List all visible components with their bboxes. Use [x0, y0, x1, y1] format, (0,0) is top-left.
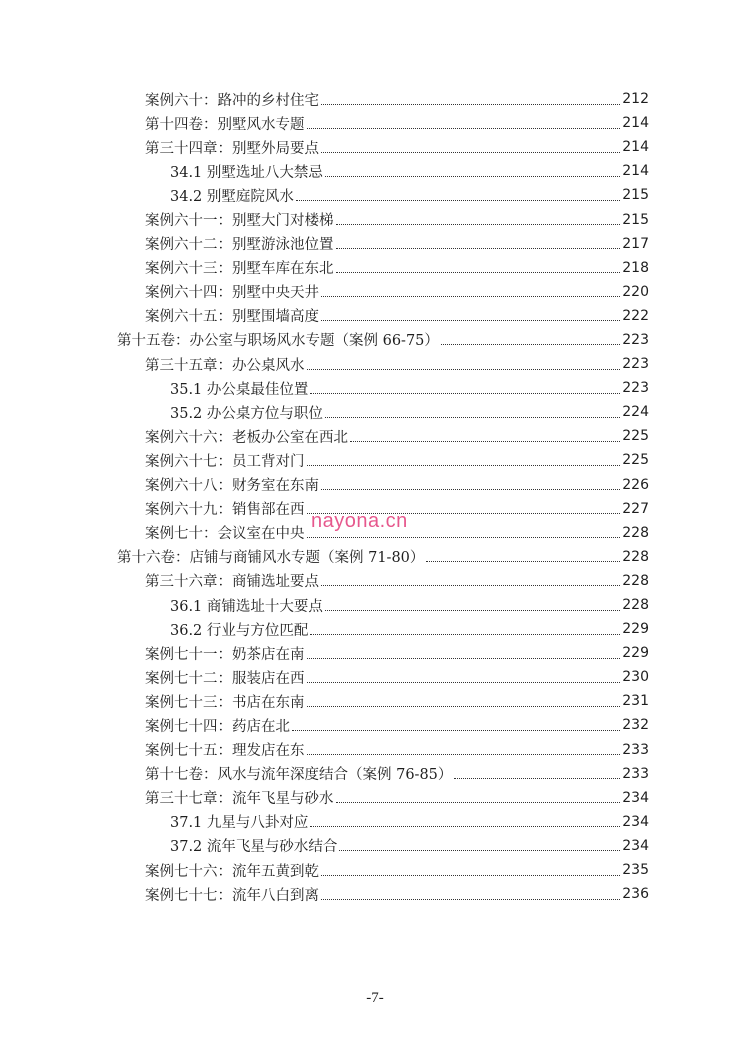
toc-entry-title: 36.2 行业与方位匹配 [170, 622, 309, 639]
toc-entry[interactable] [0, 448, 750, 472]
toc-entry-title: 37.1 九星与八卦对应 [170, 815, 309, 832]
toc-entry-page: 215 [622, 211, 649, 228]
dot-leader [292, 730, 620, 731]
dot-leader [441, 344, 620, 345]
toc-entry[interactable] [0, 593, 750, 617]
toc-entry-page: 234 [622, 813, 649, 830]
toc-entry[interactable] [0, 617, 750, 641]
toc-entry-page: 223 [622, 331, 649, 348]
dot-leader [307, 128, 621, 129]
toc-entry-page: 233 [622, 765, 649, 782]
toc-entry-title: 35.1 办公桌最佳位置 [170, 381, 309, 398]
toc-entry-page: 229 [622, 645, 649, 662]
toc-entry-page: 226 [622, 476, 649, 493]
toc-entry-page: 234 [622, 789, 649, 806]
dot-leader [336, 224, 621, 225]
toc-entry[interactable] [0, 665, 750, 689]
toc-entry-title: 案例七十六：流年五黄到乾 [145, 863, 319, 880]
toc-entry[interactable] [0, 882, 750, 906]
toc-entry-title: 案例七十三：书店在东南 [145, 694, 305, 711]
toc-entry-page: 234 [622, 837, 649, 854]
toc-entry-page: 214 [622, 115, 649, 132]
dot-leader [307, 465, 621, 466]
toc-entry[interactable] [0, 328, 750, 352]
toc-entry-title: 案例六十八：财务室在东南 [145, 478, 319, 495]
toc-entry-title: 第十六卷：店铺与商铺风水专题（案例 71-80） [117, 550, 425, 567]
toc-entry[interactable] [0, 834, 750, 858]
toc-entry[interactable] [0, 424, 750, 448]
dot-leader [310, 393, 620, 394]
toc-entry-title: 36.1 商铺选址十大要点 [170, 598, 323, 615]
toc-entry[interactable] [0, 473, 750, 497]
dot-leader [336, 802, 621, 803]
toc-entry[interactable] [0, 545, 750, 569]
dot-leader [321, 875, 620, 876]
table-of-contents [0, 87, 750, 906]
toc-entry-page: 218 [622, 259, 649, 276]
toc-entry-title: 案例七十四：药店在北 [145, 718, 290, 735]
toc-entry-title: 案例六十五：别墅围墙高度 [145, 309, 319, 326]
dot-leader [321, 899, 620, 900]
toc-entry-page: 214 [622, 139, 649, 156]
dot-leader [325, 417, 620, 418]
dot-leader [350, 441, 620, 442]
toc-entry[interactable] [0, 280, 750, 304]
dot-leader [307, 754, 621, 755]
dot-leader [307, 537, 621, 538]
dot-leader [339, 850, 620, 851]
toc-entry-page: 230 [622, 669, 649, 686]
toc-entry-title: 案例七十一：奶茶店在南 [145, 646, 305, 663]
dot-leader [321, 104, 620, 105]
toc-entry-page: 228 [622, 548, 649, 565]
toc-entry-page: 214 [622, 163, 649, 180]
toc-entry-page: 217 [622, 235, 649, 252]
toc-entry[interactable] [0, 376, 750, 400]
toc-entry-title: 第三十四章：别墅外局要点 [145, 140, 319, 157]
toc-entry-page: 235 [622, 862, 649, 879]
toc-entry[interactable] [0, 569, 750, 593]
toc-entry-page: 233 [622, 741, 649, 758]
dot-leader [454, 778, 620, 779]
toc-entry-title: 第十五卷：办公室与职场风水专题（案例 66-75） [117, 333, 439, 350]
toc-entry-page: 236 [622, 886, 649, 903]
toc-entry-title: 第三十五章：办公桌风水 [145, 357, 305, 374]
dot-leader [310, 634, 620, 635]
dot-leader [321, 296, 620, 297]
toc-entry[interactable] [0, 159, 750, 183]
toc-entry-page: 220 [622, 283, 649, 300]
toc-entry-title: 案例六十三：别墅车库在东北 [145, 261, 334, 278]
toc-entry-title: 第十四卷：别墅风水专题 [145, 116, 305, 133]
toc-entry[interactable] [0, 713, 750, 737]
dot-leader [307, 658, 621, 659]
toc-entry-title: 案例六十一：别墅大门对楼梯 [145, 213, 334, 230]
toc-entry-title: 案例六十：路冲的乡村住宅 [145, 92, 319, 109]
dot-leader [321, 320, 620, 321]
toc-entry-title: 34.2 别墅庭院风水 [170, 188, 294, 205]
toc-entry-page: 223 [622, 380, 649, 397]
toc-entry-title: 第三十六章：商铺选址要点 [145, 574, 319, 591]
toc-entry-title: 案例六十九：销售部在西 [145, 502, 305, 519]
dot-leader [336, 272, 621, 273]
toc-entry[interactable] [0, 135, 750, 159]
dot-leader [426, 561, 620, 562]
toc-entry-title: 案例六十七：员工背对门 [145, 453, 305, 470]
toc-entry[interactable] [0, 641, 750, 665]
toc-entry[interactable] [0, 111, 750, 135]
dot-leader [336, 248, 621, 249]
toc-entry-page: 222 [622, 307, 649, 324]
dot-leader [310, 826, 620, 827]
toc-entry-title: 案例六十二：别墅游泳池位置 [145, 237, 334, 254]
toc-entry-title: 第十七卷：风水与流年深度结合（案例 76-85） [145, 767, 453, 784]
toc-entry[interactable] [0, 87, 750, 111]
dot-leader [325, 610, 620, 611]
toc-entry-page: 212 [622, 91, 649, 108]
dot-leader [321, 585, 620, 586]
toc-entry[interactable] [0, 689, 750, 713]
toc-entry-title: 案例六十六：老板办公室在西北 [145, 429, 348, 446]
dot-leader [296, 200, 620, 201]
dot-leader [321, 152, 620, 153]
dot-leader [321, 489, 620, 490]
toc-entry[interactable] [0, 786, 750, 810]
toc-entry[interactable] [0, 858, 750, 882]
toc-entry-title: 35.2 办公桌方位与职位 [170, 405, 323, 422]
toc-entry-title: 37.2 流年飞星与砂水结合 [170, 839, 338, 856]
toc-entry-page: 215 [622, 187, 649, 204]
dot-leader [307, 706, 621, 707]
toc-entry-title: 案例七十二：服装店在西 [145, 670, 305, 687]
toc-entry[interactable] [0, 400, 750, 424]
toc-entry-page: 228 [622, 572, 649, 589]
toc-entry-title: 34.1 别墅选址八大禁忌 [170, 164, 323, 181]
toc-entry-page: 231 [622, 693, 649, 710]
page-number: -7- [366, 990, 384, 1006]
toc-entry-title: 案例七十：会议室在中央 [145, 526, 305, 543]
watermark: nayona.cn [311, 510, 408, 532]
toc-entry-title: 案例六十四：别墅中央天井 [145, 285, 319, 302]
toc-entry-title: 案例七十五：理发店在东 [145, 743, 305, 760]
toc-entry-page: 228 [622, 524, 649, 541]
toc-entry[interactable] [0, 738, 750, 762]
dot-leader [307, 369, 621, 370]
toc-entry-page: 228 [622, 597, 649, 614]
toc-entry-page: 227 [622, 500, 649, 517]
toc-entry[interactable] [0, 232, 750, 256]
toc-entry[interactable] [0, 352, 750, 376]
toc-entry-page: 225 [622, 428, 649, 445]
toc-entry[interactable] [0, 183, 750, 207]
toc-entry-title: 第三十七章：流年飞星与砂水 [145, 791, 334, 808]
toc-entry[interactable] [0, 256, 750, 280]
toc-entry-page: 223 [622, 356, 649, 373]
toc-entry-title: 案例七十七：流年八白到离 [145, 887, 319, 904]
toc-entry[interactable] [0, 207, 750, 231]
toc-entry-page: 224 [622, 404, 649, 421]
toc-entry-page: 229 [622, 621, 649, 638]
toc-entry-page: 225 [622, 452, 649, 469]
toc-entry[interactable] [0, 810, 750, 834]
dot-leader [325, 176, 620, 177]
toc-entry[interactable] [0, 762, 750, 786]
toc-entry-page: 232 [622, 717, 649, 734]
toc-entry[interactable] [0, 304, 750, 328]
dot-leader [307, 682, 621, 683]
